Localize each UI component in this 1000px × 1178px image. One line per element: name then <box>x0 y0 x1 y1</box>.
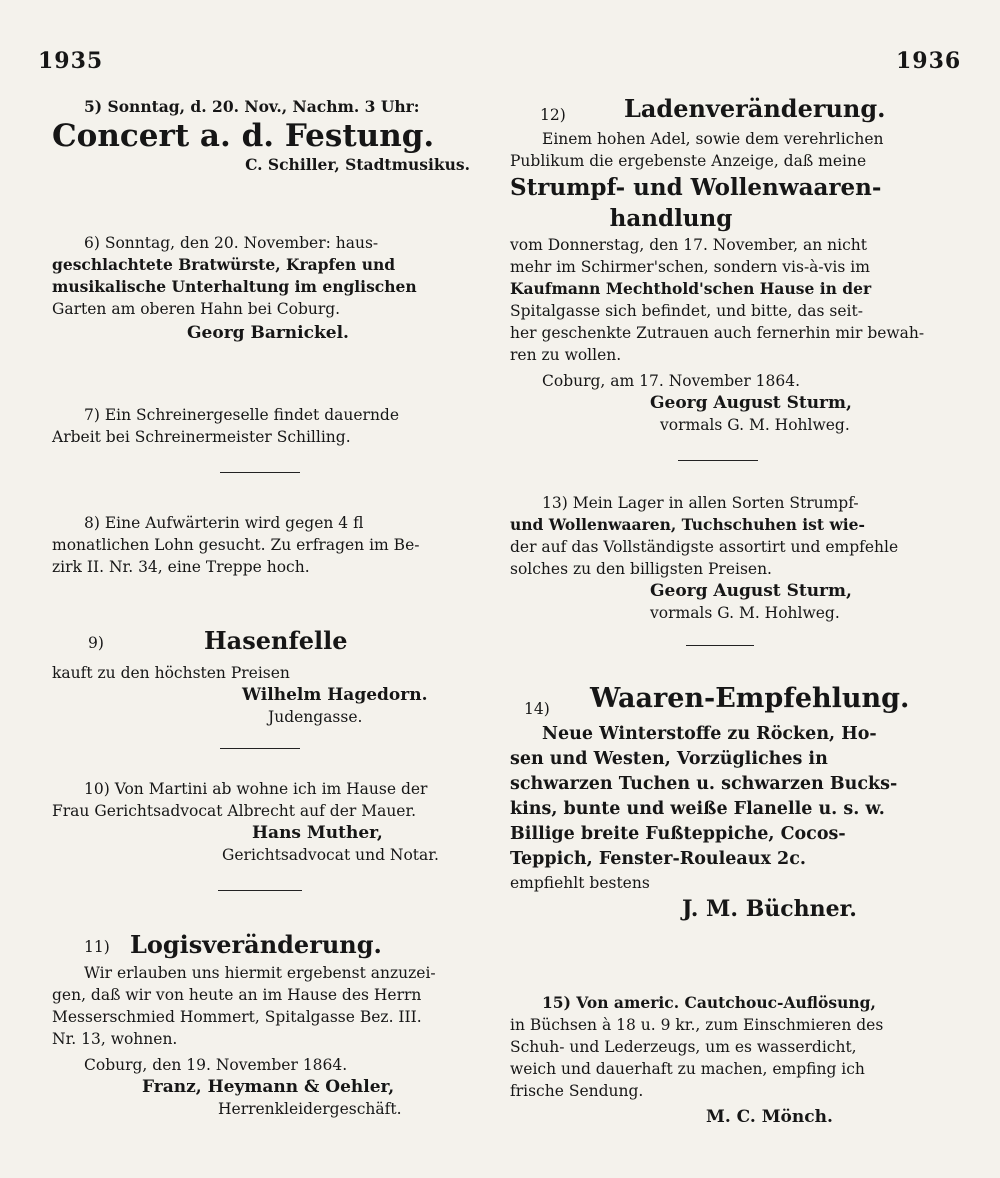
ad-14-line: Neue Winterstoffe zu Röcken, Ho- <box>542 724 877 744</box>
ad-10-line: Frau Gerichtsadvocat Albrecht auf der Mauer. <box>52 802 417 820</box>
ad-11-line: gen, daß wir von heute an im Hause des Herrn <box>52 986 422 1004</box>
page-number-right: 1936 <box>896 48 962 74</box>
ad-12-line: mehr im Schirmer'schen, sondern vis-à-vis im <box>510 258 870 276</box>
ad-12-business-title: Strumpf- und Wollenwaaren- <box>510 174 882 201</box>
ad-12-title: Ladenveränderung. <box>624 94 886 123</box>
ad-6-line: Garten am oberen Hahn bei Coburg. <box>52 300 341 318</box>
ad-14-number: 14) <box>524 700 550 718</box>
ad-13-subtitle: vormals G. M. Hohlweg. <box>650 604 840 622</box>
ad-9-title: Hasenfelle <box>204 626 348 655</box>
ad-14 <box>510 678 952 924</box>
ad-8-line: monatlichen Lohn gesucht. Zu erfragen im Be- <box>52 536 420 554</box>
ad-9-signature: Wilhelm Hagedorn. <box>242 685 428 705</box>
separator-rule <box>686 645 754 646</box>
ad-7 <box>52 404 484 448</box>
ad-11-subtitle: Herrenkleidergeschäft. <box>218 1100 402 1118</box>
ad-11-date: Coburg, den 19. November 1864. <box>84 1056 348 1074</box>
ad-7-line: 7) Ein Schreinergeselle findet dauernde <box>84 406 400 424</box>
ad-11-line: Nr. 13, wohnen. <box>52 1030 178 1048</box>
ad-8-line: zirk II. Nr. 34, eine Treppe hoch. <box>52 558 310 576</box>
ad-12 <box>510 92 952 436</box>
ad-14-line: schwarzen Tuchen u. schwarzen Bucks- <box>510 774 898 794</box>
ad-13 <box>510 492 952 624</box>
ad-10-line: 10) Von Martini ab wohne ich im Hause der <box>84 780 428 798</box>
ad-5-title: Concert a. d. Festung. <box>52 118 435 154</box>
ad-5-signature: C. Schiller, Stadtmusikus. <box>245 155 470 174</box>
ad-10 <box>52 778 484 866</box>
ad-13-line: 13) Mein Lager in allen Sorten Strumpf- <box>542 494 859 512</box>
ad-6-line: 6) Sonntag, den 20. November: haus- <box>84 234 379 252</box>
ad-8 <box>52 512 484 578</box>
ad-12-business-title-2: handlung <box>609 205 733 232</box>
ad-14-line: kins, bunte und weiße Flanelle u. s. w. <box>510 799 885 819</box>
ad-13-line: und Wollenwaaren, Tuchschuhen ist wie- <box>510 515 865 534</box>
ad-15-line: in Büchsen à 18 u. 9 kr., zum Einschmieren des <box>510 1016 884 1034</box>
ad-13-line: der auf das Vollständigste assortirt und empfehle <box>510 538 899 556</box>
ad-12-date: Coburg, am 17. November 1864. <box>542 372 801 390</box>
separator-rule <box>678 460 758 461</box>
ad-11-signature: Franz, Heymann & Oehler, <box>142 1077 395 1097</box>
ad-10-signature: Hans Muther, <box>252 823 383 843</box>
ad-12-number: 12) <box>540 106 566 124</box>
ad-12-line: Publikum die ergebenste Anzeige, daß meine <box>510 152 867 170</box>
ad-5-date-line: 5) Sonntag, d. 20. Nov., Nachm. 3 Uhr: <box>84 97 420 116</box>
ad-9-line: kauft zu den höchsten Preisen <box>52 664 290 682</box>
ad-12-line: vom Donnerstag, den 17. November, an nicht <box>510 236 867 254</box>
ad-12-line: Einem hohen Adel, sowie dem verehrlichen <box>542 130 884 148</box>
ad-14-title: Waaren-Empfehlung. <box>590 683 910 714</box>
ad-6-signature: Georg Barnickel. <box>187 323 349 343</box>
ad-11-title: Logisveränderung. <box>130 930 382 959</box>
ad-11-line: Messerschmied Hommert, Spitalgasse Bez. III. <box>52 1008 422 1026</box>
ad-6-line: musikalische Unterhaltung im englischen <box>52 277 417 296</box>
ad-14-line-small: empfiehlt bestens <box>510 874 650 892</box>
ad-12-signature: Georg August Sturm, <box>650 393 852 413</box>
ad-15-line: 15) Von americ. Cautchouc-Auflösung, <box>542 993 876 1012</box>
ad-15-line: frische Sendung. <box>510 1082 644 1100</box>
ad-9-number: 9) <box>88 634 104 652</box>
ad-13-signature: Georg August Sturm, <box>650 581 852 601</box>
ad-14-line: sen und Westen, Vorzügliches in <box>510 749 828 769</box>
ad-10-title: Gerichtsadvocat und Notar. <box>222 846 439 864</box>
ad-12-subtitle: vormals G. M. Hohlweg. <box>660 416 850 434</box>
ad-15-line: Schuh- und Lederzeugs, um es wasserdicht, <box>510 1038 857 1056</box>
ad-13-line: solches zu den billigsten Preisen. <box>510 560 772 578</box>
ad-7-line: Arbeit bei Schreinermeister Schilling. <box>52 428 351 446</box>
separator-rule <box>220 472 300 473</box>
ad-6 <box>52 232 484 344</box>
ad-15-line: weich und dauerhaft zu machen, empfing ich <box>510 1060 865 1078</box>
ad-14-line: Teppich, Fenster-Rouleaux 2c. <box>510 849 806 869</box>
ad-9-address: Judengasse. <box>268 708 363 726</box>
ad-12-line: Spitalgasse sich befindet, und bitte, das seit- <box>510 302 863 320</box>
ad-5 <box>52 96 484 176</box>
ad-11 <box>52 928 484 1120</box>
ad-12-line: her geschenkte Zutrauen auch fernerhin mir bewah- <box>510 324 925 342</box>
ad-12-line: Kaufmann Mechthold'schen Hause in der <box>510 279 872 298</box>
ad-11-number: 11) <box>84 938 110 956</box>
ad-14-signature: J. M. Büchner. <box>682 896 857 922</box>
ad-15 <box>510 992 952 1128</box>
separator-rule <box>218 890 302 891</box>
separator-rule <box>220 748 300 749</box>
page-number-left: 1935 <box>38 48 104 74</box>
ad-9 <box>52 622 484 728</box>
ad-14-line: Billige breite Fußteppiche, Cocos- <box>510 824 846 844</box>
ad-6-line: geschlachtete Bratwürste, Krapfen und <box>52 255 396 274</box>
ad-12-line: ren zu wollen. <box>510 346 622 364</box>
ad-11-line: Wir erlauben uns hiermit ergebenst anzuzei- <box>84 964 436 982</box>
ad-15-signature: M. C. Mönch. <box>706 1107 833 1127</box>
ad-8-line: 8) Eine Aufwärterin wird gegen 4 fl <box>84 514 364 532</box>
